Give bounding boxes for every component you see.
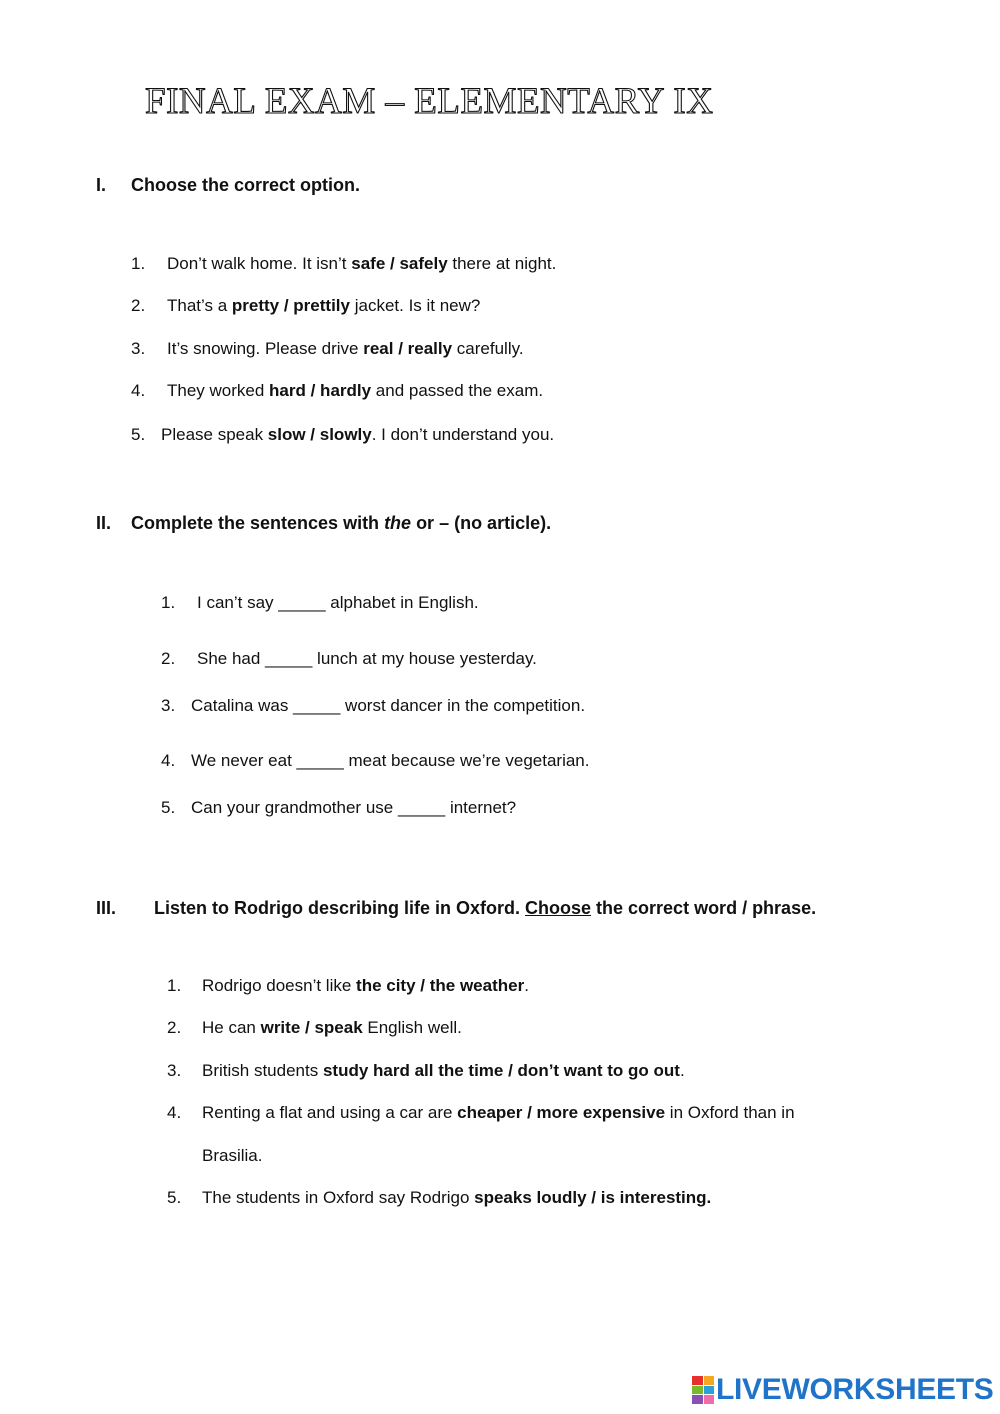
item-number: 4. <box>161 751 176 770</box>
list-item <box>161 751 590 771</box>
section-3-title <box>154 898 816 919</box>
section-3-title-a: Listen to Rodrigo describing life in Oxford. <box>154 898 526 918</box>
item-text: They worked <box>167 381 270 400</box>
item-text-end: and passed the exam. <box>371 381 544 400</box>
item-text-end: . <box>679 1061 685 1080</box>
item-options: slow / slowly <box>267 425 372 444</box>
item-options: the city / the weather <box>356 976 525 995</box>
item-number: 5. <box>131 425 146 444</box>
item-number: 2. <box>167 1018 182 1037</box>
item-number: 1. <box>161 593 176 612</box>
section-3-number: III. <box>96 898 117 918</box>
logo-square <box>704 1395 715 1404</box>
item-number: 1. <box>131 254 146 273</box>
list-item <box>131 296 480 316</box>
section-2-title-italic: the <box>384 513 412 533</box>
list-item <box>131 254 556 274</box>
logo-square <box>704 1386 715 1395</box>
item-options: write / speak <box>260 1018 363 1037</box>
item-text-end: . <box>524 976 529 995</box>
section-2-title <box>131 513 551 534</box>
list-item <box>161 798 516 818</box>
list-item <box>167 1018 462 1038</box>
item-number: 2. <box>161 649 176 668</box>
item-text: We never eat _____ meat because we’re vegetarian. <box>191 751 590 770</box>
section-3-title-b: the correct word / phrase. <box>591 898 817 918</box>
list-item <box>167 1188 711 1208</box>
item-text: Brasilia. <box>202 1146 263 1165</box>
list-item <box>167 976 529 996</box>
item-text-end: English well. <box>362 1018 462 1037</box>
item-text-end: in Oxford than in <box>665 1103 795 1122</box>
item-text: He can <box>202 1018 261 1037</box>
section-2-title-a: Complete the sentences with <box>131 513 385 533</box>
item-text: The students in Oxford say Rodrigo <box>202 1188 475 1207</box>
list-item <box>131 381 543 401</box>
item-options: pretty / prettily <box>231 296 350 315</box>
item-text: Please speak <box>161 425 268 444</box>
logo-mark-icon <box>692 1376 714 1404</box>
list-item <box>161 593 479 613</box>
item-text: British students <box>202 1061 323 1080</box>
list-item <box>161 696 585 716</box>
item-options: hard / hardly <box>269 381 372 400</box>
section-3-title-underlined: Choose <box>525 898 592 918</box>
item-options: safe / safely <box>351 254 448 273</box>
item-text-end: there at night. <box>447 254 557 273</box>
item-number: 1. <box>167 976 182 995</box>
item-text: Catalina was _____ worst dancer in the competition. <box>191 696 586 715</box>
item-text: I can’t say _____ alphabet in English. <box>197 593 479 612</box>
item-text-end: carefully. <box>452 339 524 358</box>
logo-text: LIVEWORKSHEETS <box>716 1373 994 1406</box>
list-item <box>161 649 537 669</box>
item-number: 3. <box>167 1061 182 1080</box>
section-2-number: II. <box>96 513 112 533</box>
logo-square <box>692 1395 703 1404</box>
item-number: 5. <box>167 1188 182 1207</box>
item-text: Don’t walk home. It isn’t <box>167 254 352 273</box>
item-text-end: jacket. Is it new? <box>349 296 481 315</box>
section-1-number: I. <box>96 175 107 195</box>
item-options: cheaper / more expensive <box>457 1103 666 1122</box>
liveworksheets-logo <box>692 1374 994 1406</box>
logo-square <box>704 1376 715 1385</box>
item-text: That’s a <box>167 296 232 315</box>
item-number: 5. <box>161 798 176 817</box>
item-text: Renting a flat and using a car are <box>202 1103 458 1122</box>
list-item-continuation <box>202 1146 262 1166</box>
item-options: speaks loudly / is interesting. <box>474 1188 712 1207</box>
item-text: Rodrigo doesn’t like <box>202 976 357 995</box>
item-number: 4. <box>131 381 146 400</box>
item-text: Can your grandmother use _____ internet? <box>191 798 517 817</box>
item-options: real / really <box>363 339 453 358</box>
section-1-title: Choose the correct option. <box>131 175 361 195</box>
list-item <box>131 339 524 359</box>
item-number: 3. <box>131 339 146 358</box>
item-number: 4. <box>167 1103 182 1122</box>
item-options: study hard all the time / don’t want to go out <box>322 1061 680 1080</box>
item-number: 3. <box>161 696 176 715</box>
item-number: 2. <box>131 296 146 315</box>
item-text: It’s snowing. Please drive <box>167 339 364 358</box>
exam-title: FINAL EXAM – ELEMENTARY IX <box>145 81 714 122</box>
item-text-end: . I don’t understand you. <box>371 425 555 444</box>
logo-square <box>692 1376 703 1385</box>
list-item <box>167 1061 685 1081</box>
list-item <box>167 1103 795 1123</box>
logo-square <box>692 1386 703 1395</box>
item-text: She had _____ lunch at my house yesterday. <box>197 649 537 668</box>
section-2-title-b: or – (no article). <box>411 513 552 533</box>
list-item <box>131 425 554 445</box>
